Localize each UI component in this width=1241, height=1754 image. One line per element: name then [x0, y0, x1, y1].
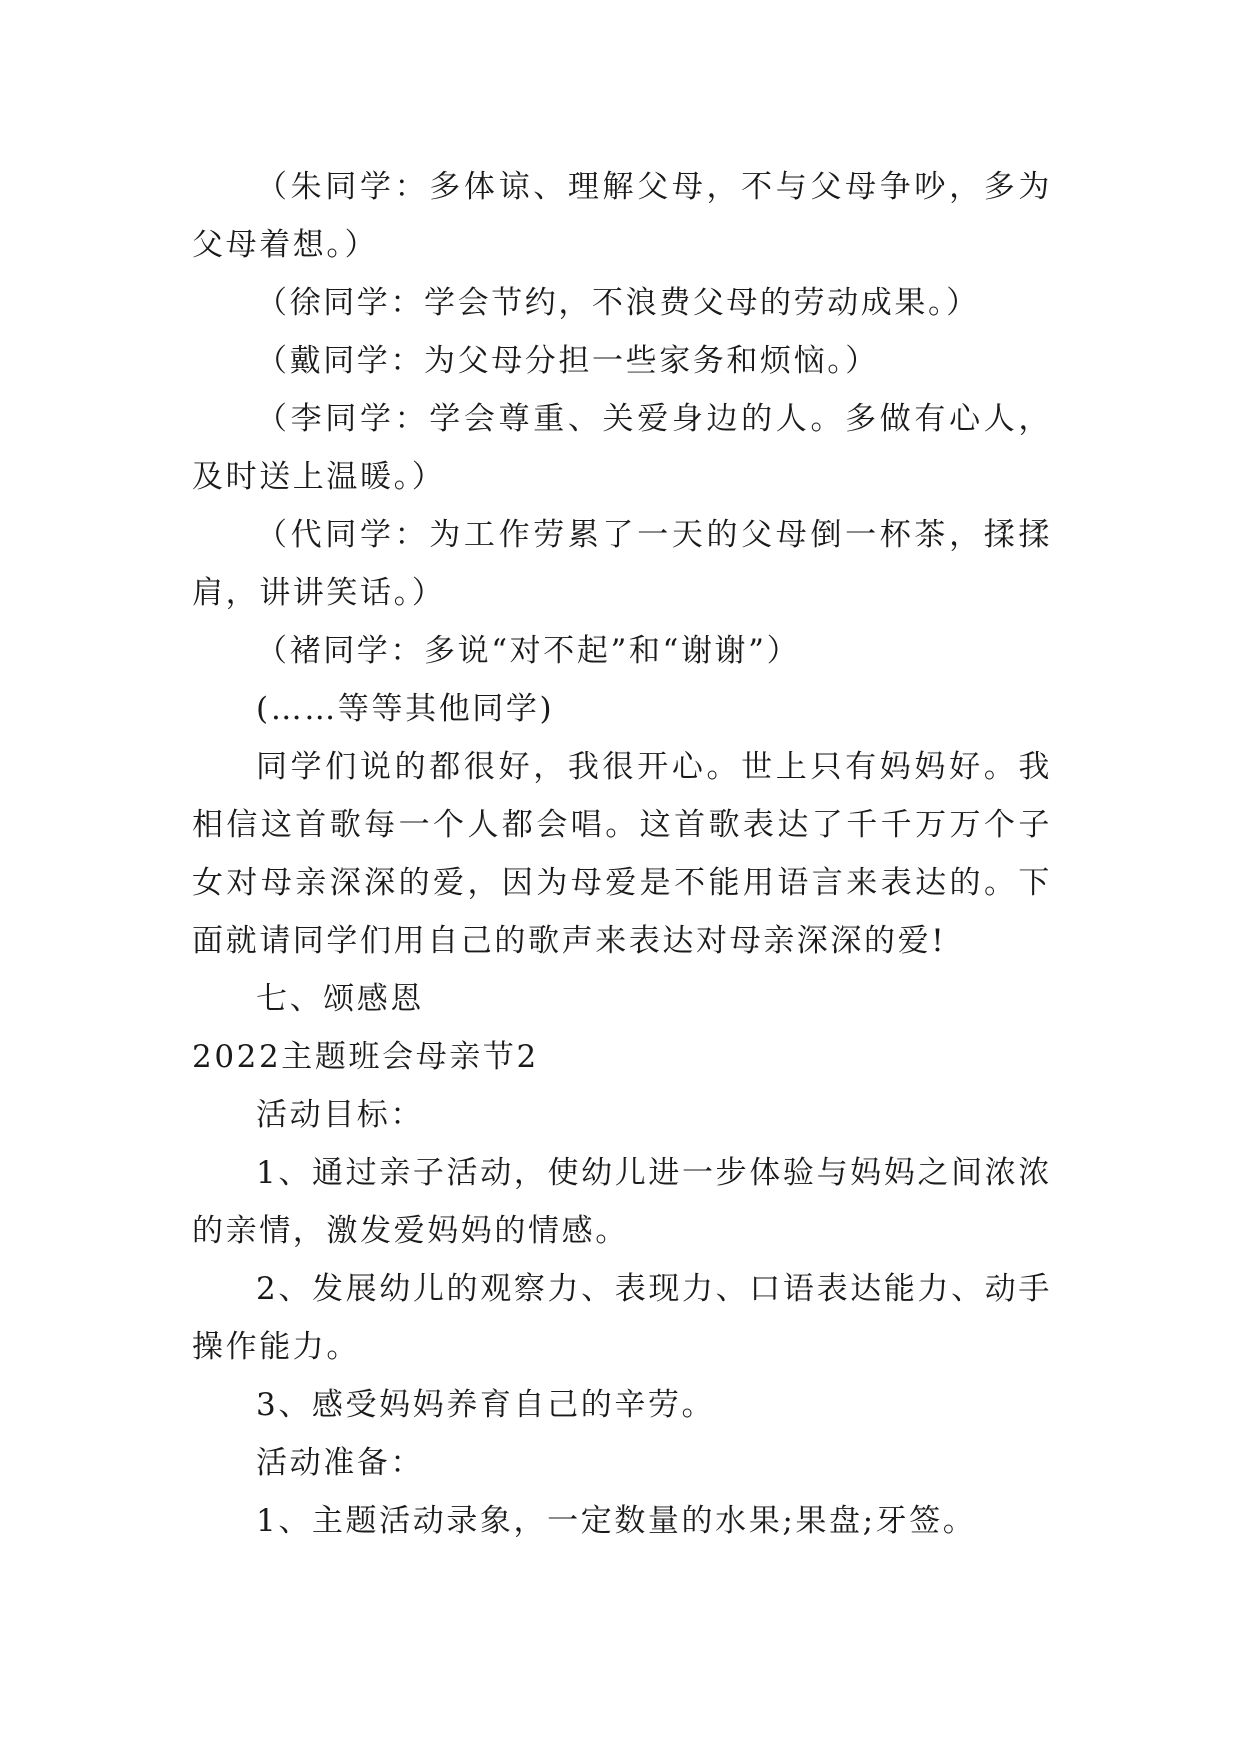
paragraph-li-student: （李同学：学会尊重、关爱身边的人。多做有心人，及时送上温暖。）: [192, 401, 1052, 495]
paragraph-other-students: (……等等其他同学): [256, 691, 555, 727]
heading-activity-preparation: 活动准备：: [256, 1445, 424, 1481]
paragraph-xu-student: （徐同学：学会节约，不浪费父母的劳动成果。）: [256, 285, 980, 321]
goal-item-3: 3、感受妈妈养育自己的辛劳。: [256, 1387, 716, 1423]
paragraph-chu-student: （褚同学：多说“对不起”和“谢谢”）: [256, 633, 801, 669]
preparation-item-1: 1、主题活动录象，一定数量的水果;果盘;牙签。: [256, 1503, 977, 1539]
goal-item-2: 2、发展幼儿的观察力、表现力、口语表达能力、动手操作能力。: [192, 1271, 1052, 1365]
goal-item-1: 1、通过亲子活动，使幼儿进一步体验与妈妈之间浓浓的亲情，激发爱妈妈的情感。: [192, 1155, 1052, 1249]
paragraph-zhu-student: （朱同学：多体谅、理解父母，不与父母争吵，多为父母着想。）: [192, 169, 1052, 263]
document-page: [192, 158, 1052, 1550]
document-title: 2022主题班会母亲节2: [192, 1039, 539, 1075]
paragraph-dai-student: （戴同学：为父母分担一些家务和烦恼。）: [256, 343, 879, 379]
heading-activity-goals: 活动目标：: [256, 1097, 424, 1133]
paragraph-dai2-student: （代同学：为工作劳累了一天的父母倒一杯茶，揉揉肩，讲讲笑话。）: [192, 517, 1052, 611]
paragraph-teacher-summary: 同学们说的都很好，我很开心。世上只有妈妈好。我相信这首歌每一个人都会唱。这首歌表达了千千万万个子女对母亲深深的爱，因为母爱是不能用语言来表达的。下面就请同学们用自己的歌声来表达对母亲深深的爱!: [192, 749, 1052, 959]
section-heading-gratitude: 七、颂感恩: [256, 981, 424, 1017]
